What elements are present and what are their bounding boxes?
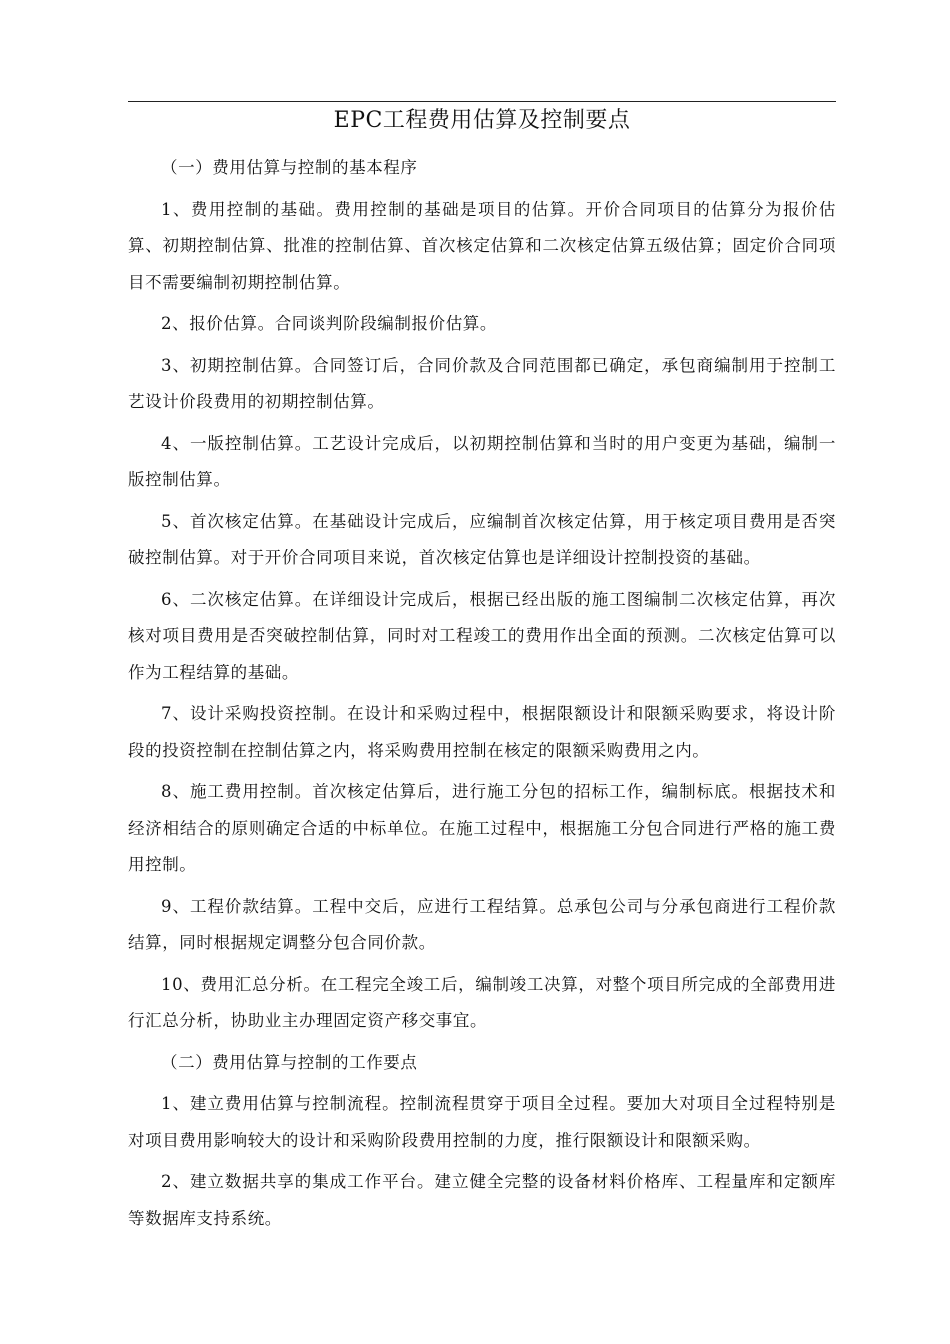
paragraph: 8、施工费用控制。首次核定估算后，进行施工分包的招标工作，编制标底。根据技术和经济相结合的原则确定合适的中标单位。在施工过程中，根据施工分包合同进行严格的施工费用控制。 xyxy=(128,782,836,874)
document-body xyxy=(128,150,836,1242)
paragraph: 3、初期控制估算。合同签订后，合同价款及合同范围都已确定，承包商编制用于控制工艺设计价段费用的初期控制估算。 xyxy=(128,355,836,411)
paragraph: 1、建立费用估算与控制流程。控制流程贯穿于项目全过程。要加大对项目全过程特别是对项目费用影响较大的设计和采购阶段费用控制的力度，推行限额设计和限额采购。 xyxy=(128,1094,836,1150)
header-rule xyxy=(128,101,836,102)
document-title: EPC工程费用估算及控制要点 xyxy=(333,108,631,133)
paragraph: 6、二次核定估算。在详细设计完成后，根据已经出版的施工图编制二次核定估算，再次核对项目费用是否突破控制估算，同时对工程竣工的费用作出全面的预测。二次核定估算可以作为工程结算的基础。 xyxy=(128,589,836,682)
paragraph: 10、费用汇总分析。在工程完全竣工后，编制竣工决算，对整个项目所完成的全部费用进行汇总分析，协助业主办理固定资产移交事宜。 xyxy=(128,974,836,1030)
section-heading-2: （二）费用估算与控制的工作要点 xyxy=(161,1052,418,1072)
section-heading-1: （一）费用估算与控制的基本程序 xyxy=(161,158,418,177)
paragraph: 7、设计采购投资控制。在设计和采购过程中，根据限额设计和限额采购要求，将设计阶段的投资控制在控制估算之内，将采购费用控制在核定的限额采购费用之内。 xyxy=(128,704,836,760)
paragraph: 2、报价估算。合同谈判阶段编制报价估算。 xyxy=(161,314,497,333)
paragraph: 5、首次核定估算。在基础设计完成后，应编制首次核定估算，用于核定项目费用是否突破控制估算。对于开价合同项目来说，首次核定估算也是详细设计控制投资的基础。 xyxy=(128,511,836,567)
paragraph: 9、工程价款结算。工程中交后，应进行工程结算。总承包公司与分承包商进行工程价款结算，同时根据规定调整分包合同价款。 xyxy=(128,896,836,952)
paragraph: 1、费用控制的基础。费用控制的基础是项目的估算。开价合同项目的估算分为报价估算、初期控制估算、批准的控制估算、首次核定估算和二次核定估算五级估算；固定价合同项目不需要编制初期控制估算。 xyxy=(128,199,836,292)
paragraph: 2、建立数据共享的集成工作平台。建立健全完整的设备材料价格库、工程量库和定额库等数据库支持系统。 xyxy=(128,1172,836,1228)
paragraph: 4、一版控制估算。工艺设计完成后，以初期控制估算和当时的用户变更为基础，编制一版控制估算。 xyxy=(128,433,836,489)
